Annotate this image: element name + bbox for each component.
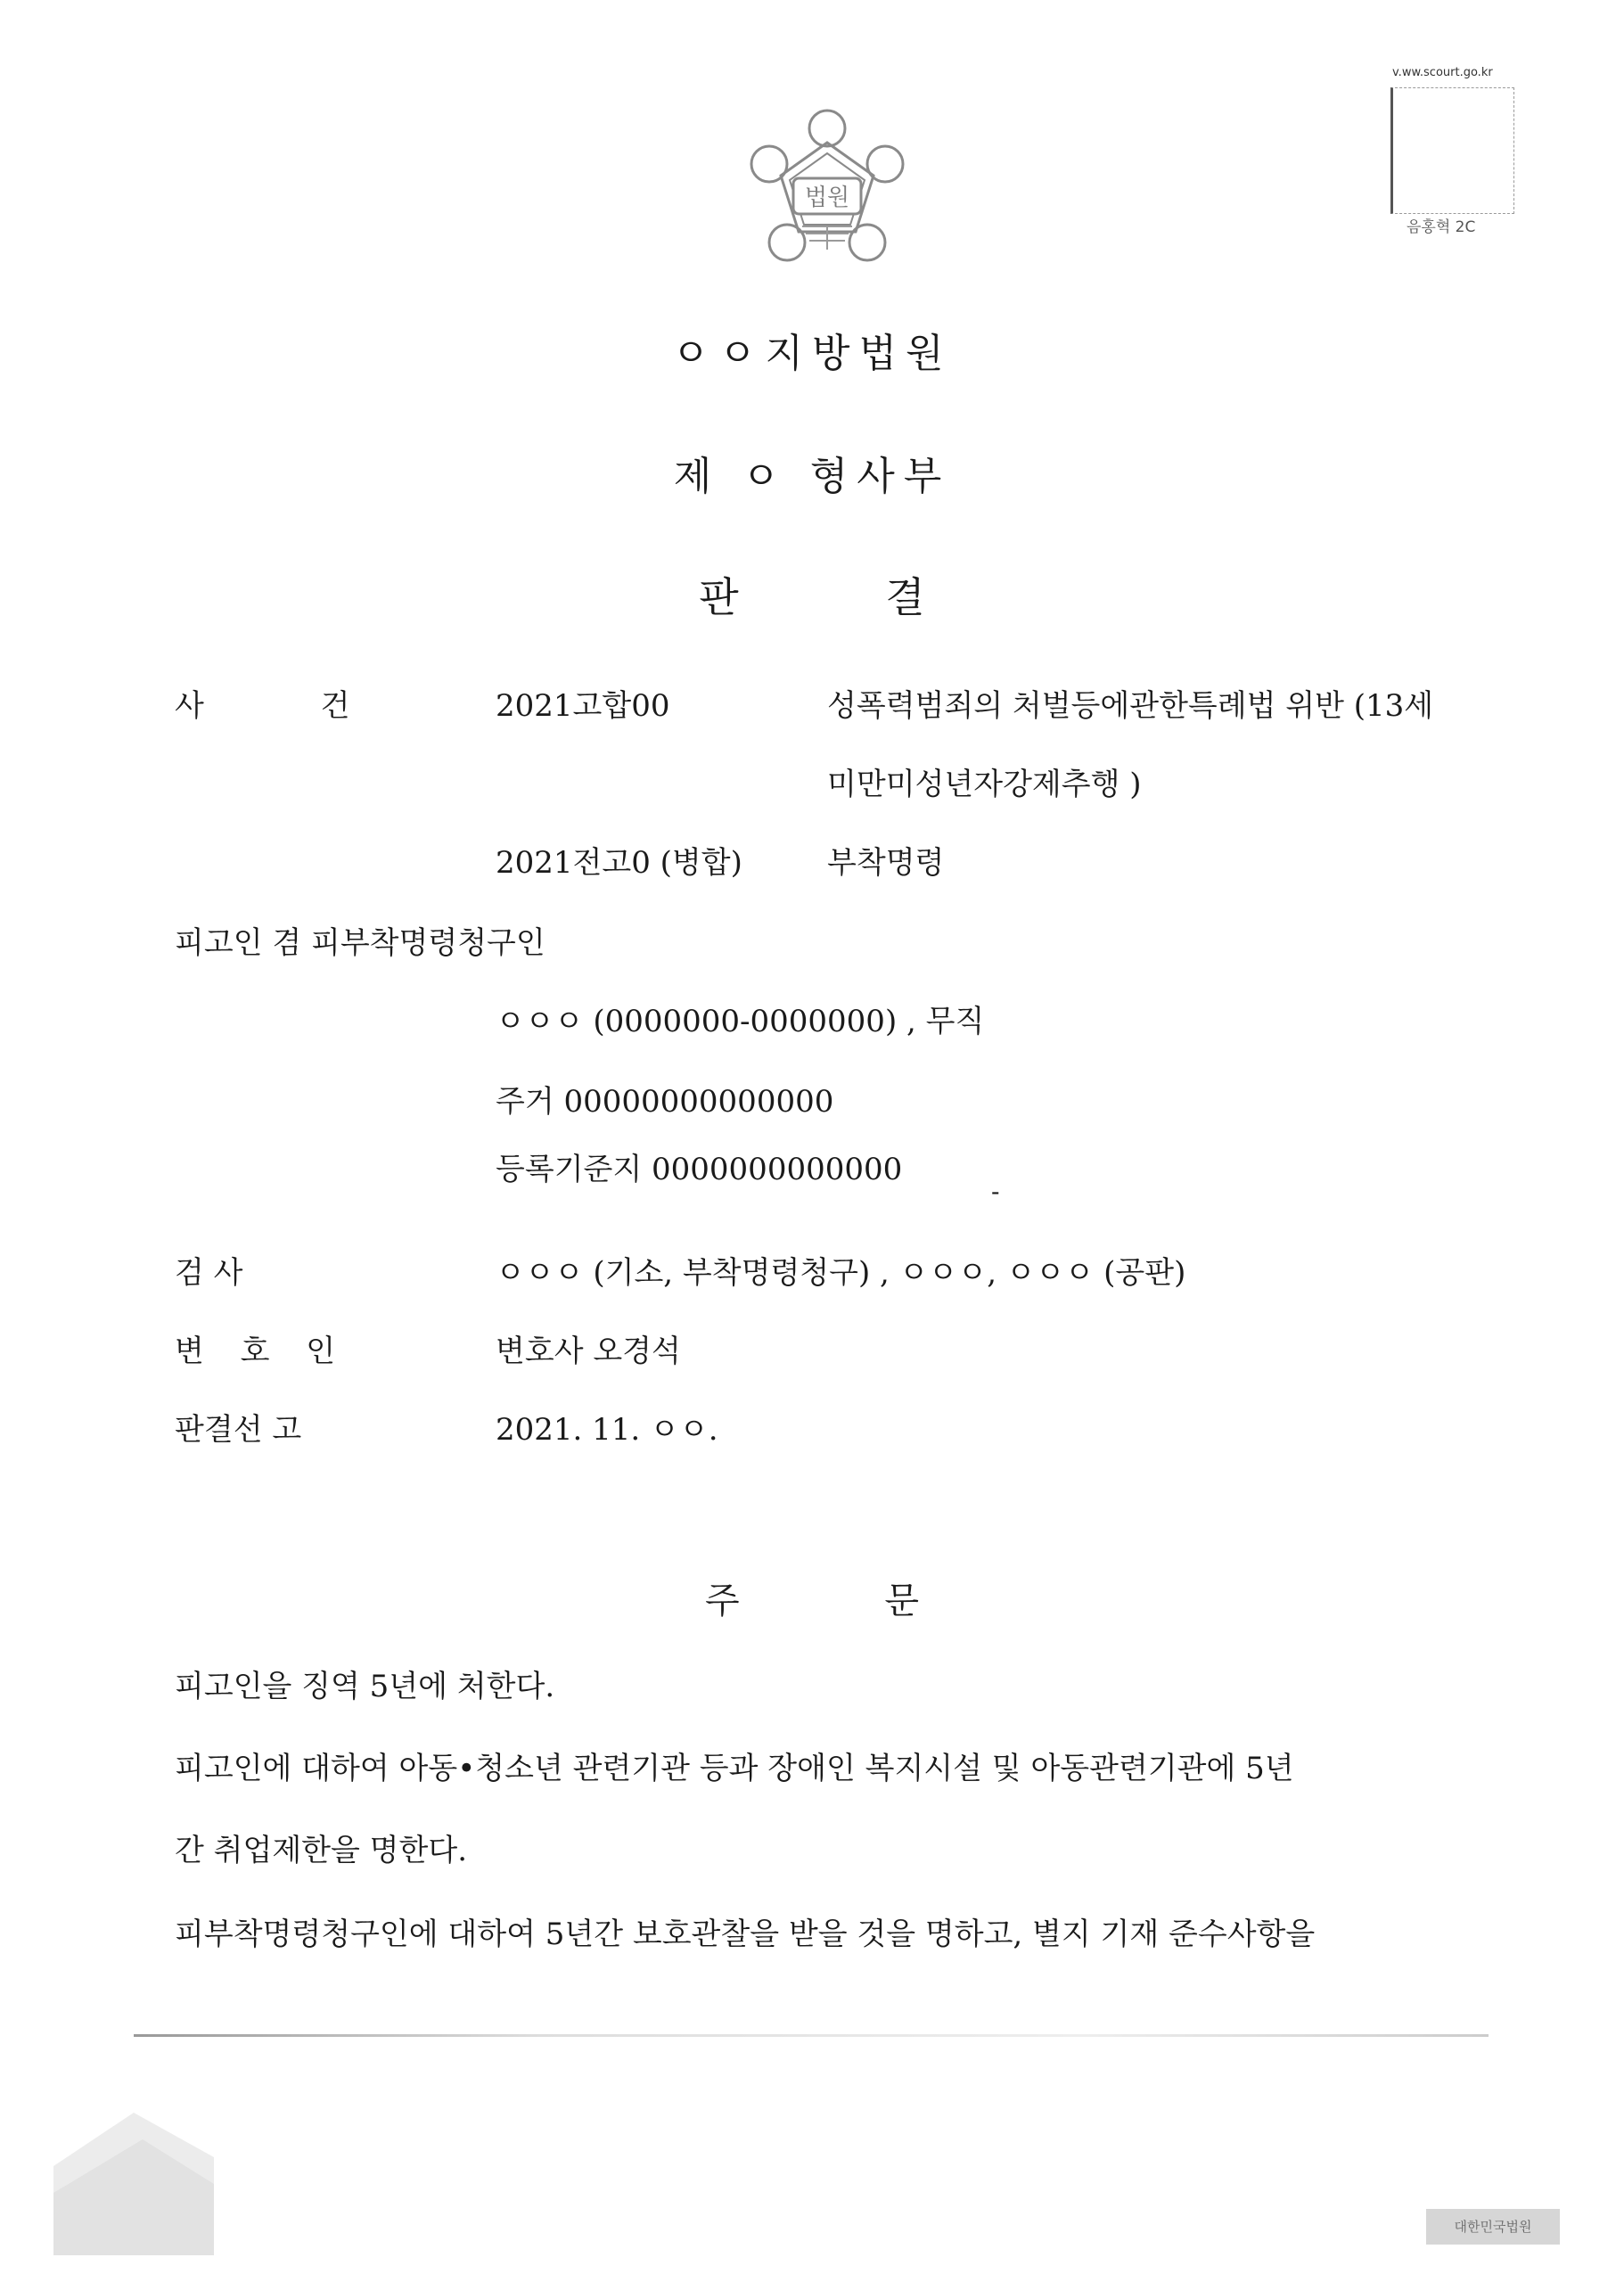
counsel-label: 변 호 인 bbox=[175, 1334, 336, 1369]
defendant-name: ㅇㅇㅇ (0000000-0000000) , 무직 bbox=[496, 1004, 985, 1039]
document-title: 판 결 bbox=[699, 573, 925, 621]
defendant-address: 주거 00000000000000 bbox=[496, 1084, 834, 1120]
footer-watermark bbox=[53, 2104, 214, 2255]
defendant-label: 피고인 겸 피부착명령청구인 bbox=[175, 925, 545, 961]
division-name: 제 ㅇ 형사부 bbox=[673, 454, 951, 499]
stray-dash: - bbox=[991, 1177, 1000, 1206]
court-name: ㅇㅇ지방법원 bbox=[671, 331, 953, 376]
case-name-2: 부착명령 bbox=[827, 845, 945, 881]
order-title: 주 문 bbox=[705, 1580, 919, 1621]
counsel-value: 변호사 오경석 bbox=[496, 1334, 681, 1369]
order-line-4: 피부착명령청구인에 대하여 5년간 보호관찰을 받을 것을 명하고, 별지 기재 준수사항을 bbox=[175, 1917, 1316, 1952]
court-seal bbox=[738, 109, 916, 287]
seal-label: 법원 bbox=[804, 185, 850, 211]
footer-badge: 대한민국법원 bbox=[1426, 2209, 1560, 2245]
prosecutor-label: 검 사 bbox=[175, 1255, 243, 1291]
sentence-date-value: 2021. 11. ㅇㅇ. bbox=[496, 1412, 718, 1448]
defendant-registry: 등록기준지 0000000000000 bbox=[496, 1152, 903, 1187]
case-number-2: 2021전고0 (병합) bbox=[496, 845, 742, 881]
order-line-3: 간 취업제한을 명한다. bbox=[175, 1833, 468, 1868]
case-number-1: 2021고합00 bbox=[496, 688, 670, 724]
order-line-1: 피고인을 징역 5년에 처한다. bbox=[175, 1669, 555, 1704]
case-name-1-line2: 미만미성년자강제추행 ) bbox=[827, 767, 1142, 802]
prosecutor-value: ㅇㅇㅇ (기소, 부착명령청구) , ㅇㅇㅇ, ㅇㅇㅇ (공판) bbox=[496, 1255, 1186, 1291]
case-label: 사 건 bbox=[175, 688, 350, 724]
sentence-date-label: 판결선 고 bbox=[175, 1412, 302, 1448]
stamp-name: 음홍혁 2C bbox=[1407, 218, 1476, 236]
case-name-1-line1: 성폭력범죄의 처벌등에관한특례법 위반 (13세 bbox=[827, 688, 1434, 724]
stamp-box bbox=[1390, 87, 1514, 214]
bottom-rule bbox=[134, 2034, 1489, 2037]
stamp-url: v.ww.scourt.go.kr bbox=[1392, 66, 1493, 79]
order-line-2: 피고인에 대하여 아동•청소년 관련기관 등과 장애인 복지시설 및 아동관련기관에 5년 bbox=[175, 1751, 1294, 1786]
